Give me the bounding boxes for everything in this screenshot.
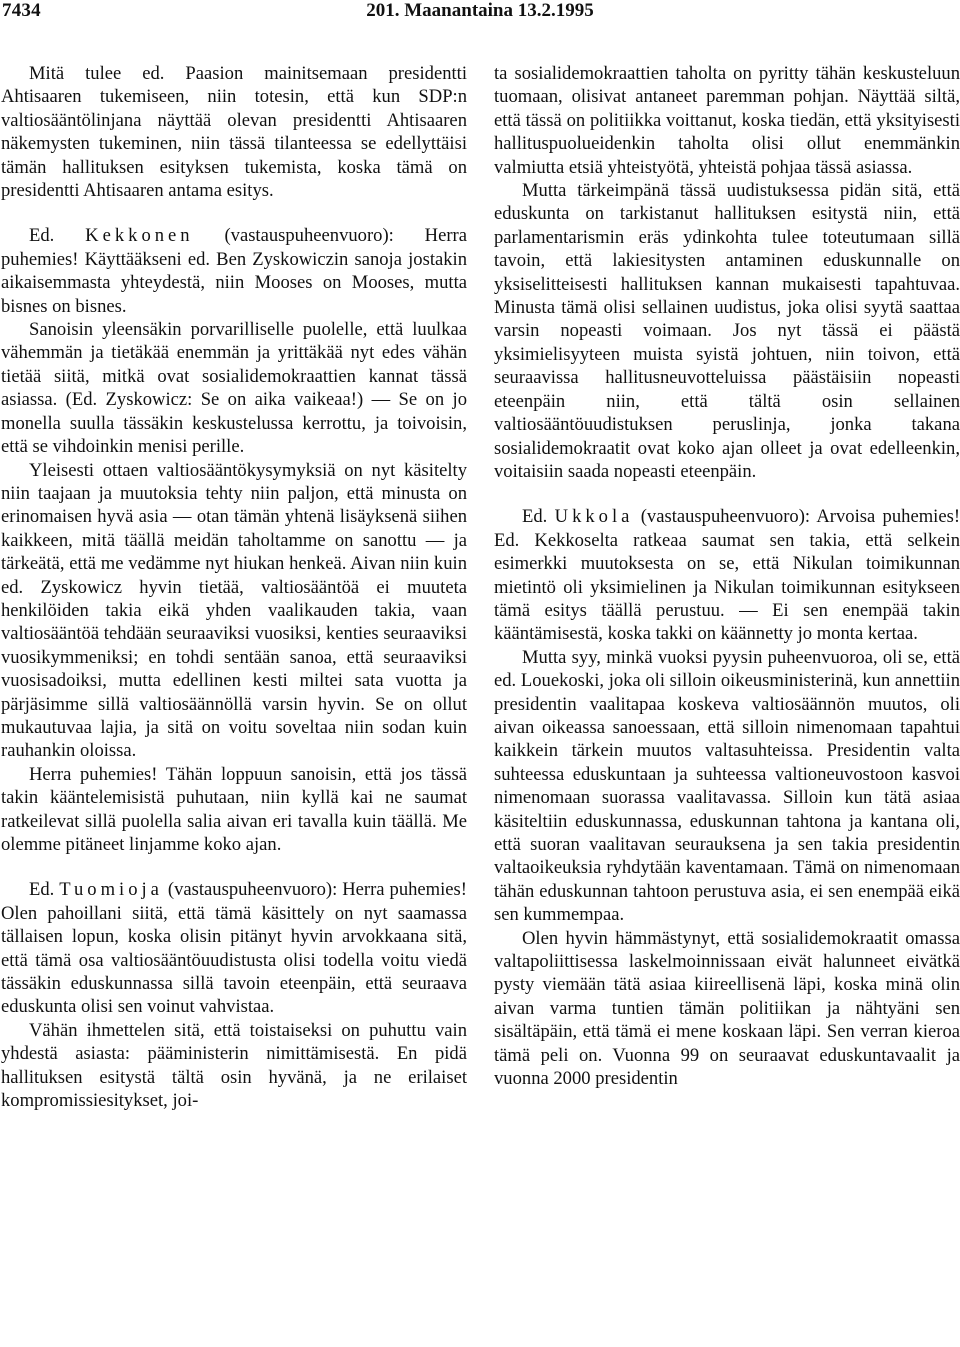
paragraph: Mutta tärkeimpänä tässä uudistuksessa pidän sitä, että eduskunta on tarkistanut hallituksen esitystä niin, että parlamentarismin eräs ydinkohta tulee toteutumaan sillä tavoin, että lakiesitysten antaminen eduskunnalle on yksiselitteisesti hallituksen kannan mukaisesti tapahtuvaa. Minusta tämä olisi sellainen uudistus, joka olisi syytä saattaa varsin nopeasti voimaan. Jos nyt tässä ei päästä yksimielisyyteen muista syistä johtuen, niin toivon, että seuraavissa hallitusneuvotteluissa päästäisiin nopeasti eteenpäin niin, että tältä osin sellainen valtiosääntöuudistuksen peruslinja, jonka takana sosialidemokraatit ovat koko ajan olleet ja ovat edelleenkin, voitaisiin saada nopeasti eteenpäin.: [494, 180, 960, 482]
speaker-name: Tuomioja: [59, 879, 163, 901]
right-column: [494, 62, 960, 1090]
paragraph: Olen hyvin hämmästynyt, että sosialidemokraatit omassa valtapoliittisessa laskelmoinnissaan eivät halunneet eivätkä pysty viemään tätä asiaa kiireellisenä läpi, koska minä olin aivan varma tuntien tämän politiikan ja nähtyäni sen sisältäpäin, että tämä ei mene koskaan läpi. Sen verran kieroa tämä peli on. Vuonna 99 on seuraavat eduskuntavaalit ja vuonna 2000 presidentin: [494, 927, 960, 1090]
speaker-name: Kekkonen: [85, 225, 194, 247]
paragraph: Herra puhemies! Tähän loppuun sanoisin, että jos tässä takin kääntelemisistä puhutaan, niin kyllä kai ne saumat ratkeilevat sillä puolella salia aivan eri tavalla kuin täällä. Me olemme pitäneet linjamme koko ajan.: [1, 763, 467, 855]
speaker-name: Ukkola: [554, 506, 634, 528]
paragraph: Mutta syy, minkä vuoksi pyysin puheenvuoroa, oli se, että ed. Louekoski, joka oli silloin oikeusministerinä, kun annettiin presidentin vaalitapaa koskeva valtiosäännön muutos, oli aivan oikeassa sanoessaan, että silloin nimenomaan tapahtui kaikkein tärkein muutos valtasuhteissa. Presidentin valta suhteessa eduskuntaan ja suhteessa valtioneuvostoon kasvoi nimenomaan suorassa vaalitavassa. Silloin kun tätä asiaa käsiteltiin eduskunnassa, eduskunnan tahtona ja kantana oli, että suoran vaalitavan seurauksena ja sen takia presidentin valtaoikeuksia ryhdytään kaventamaan. Tämä on nimenomaan tähän eduskunnan tahtoon perustuva asia, ei sen enempää eikä sen kummempaa.: [494, 646, 960, 926]
page-number: 7434: [2, 0, 41, 21]
session-heading: 201. Maanantaina 13.2.1995: [366, 0, 594, 21]
speech-text: (vastauspuheenvuoro): Arvoisa puhemies! Ed. Kekkoselta ratkeaa saumat sen takia, että selkein esimerkki muutoksesta on se, että Nikulan toimikunnan mietintö oli yksimielinen ja Nikulan toimikunnan esitykseen tämä esitys täällä perustuu. — Ei sen enempää takin kääntämisestä, koska takki on käännetty jo monta kertaa.: [494, 506, 960, 645]
speaker-paragraph: [494, 505, 960, 645]
paragraph: Vähän ihmettelen sitä, että toistaiseksi on puhuttu vain yhdestä asiasta: pääministerin nimittämisestä. En pidä hallituksen esitystä tältä osin hyvänä, ja ne erilaiset kompromissiesitykset, joi-: [1, 1019, 467, 1112]
speaker-prefix: Ed.: [29, 225, 55, 247]
speaker-prefix: Ed.: [29, 879, 55, 901]
speech-text: (vastauspuheenvuoro): Herra puhemies! Olen pahoillani siitä, että tämä käsittely on nyt saamassa tällaisen lopun, koska olisin pitänyt hyvin arvokkaana sitä, että tämä osa valtiosääntöuudistusta olisi todella voitu viedä tässäkin eduskunnassa sillä tavoin eteenpäin, että seuraava eduskunta olisi sen voinut vahvistaa.: [1, 879, 467, 1018]
speaker-paragraph: [1, 878, 467, 1018]
paragraph: Mitä tulee ed. Paasion mainitsemaan presidentti Ahtisaaren tukemiseen, niin totesin, että kun SDP:n valtiosääntölinjana näyttää olevan presidentti Ahtisaaren näkemysten tukeminen, niin tässä tilanteessa se edellyttäisi tämän hallituksen esityksen tukemista, koska tämä on presidentti Ahtisaaren antama esitys.: [1, 63, 467, 202]
page-header: [0, 0, 960, 28]
left-column: [1, 62, 467, 1112]
paragraph: Yleisesti ottaen valtiosääntökysymyksiä on nyt käsitelty niin taajaan ja muutoksia tehty niin paljon, että minusta on erinomaisen hyvä asia — otan tämän yhtenä lisäyksenä siihen kaikkeen, mitä täällä meidän taholtamme on sanottu — ja tärkeätä, että me vedämme nyt hiukan henkeä. Aivan niin kuin ed. Zyskowicz hyvin tietää, valtiosääntöä ei muuteta henkilöiden takia eikä yhden vaalikauden takia, vaan valtiosääntöä tehdään seuraaviksi vuosiksi, kenties seuraaviksi vuosikymmeniksi; en tohdi sentään sanoa, että seuraaviksi vuosisadoiksi, mutta edellinen kesti miltei sata vuotta ja pärjäsimme sillä valtiosäännöllä varsin hyvin. Se on ollut mukautuvaa lajia, ja sitä on voitu soveltaa niin sodan kuin rauhankin oloissa.: [1, 459, 467, 762]
speaker-prefix: Ed.: [522, 506, 548, 528]
speech-text: (vastauspuheenvuoro): Herra puhemies! Käyttääkseni ed. Ben Zyskowiczin sanoja jostakin aikaisemmasta yhteydestä, niin Mooses on Mooses, mutta bisnes on bisnes.: [1, 225, 467, 317]
paragraph: Sanoisin yleensäkin porvarilliselle puolelle, että luulkaa vähemmän ja tietäkää enemmän ja yrittäkää nyt edes vähän tietää siitä, mitkä ovat sosialidemokraattien kannat tässä asiassa. (Ed. Zyskowicz: Se on aika vaikeaa!) — Se on jo monella suulla tässäkin keskustelussa kerrottu, ja toivoisin, että se vihdoinkin menisi perille.: [1, 319, 467, 458]
paragraph: ta sosialidemokraattien taholta on pyritty tähän keskusteluun tuomaan, olisivat antaneet paremman pohjan. Näyttää siltä, että tässä on politiikka voittanut, koska tiedän, että yksityisesti hallituspuolueidenkin taholta olisi ollut enemmänkin valmiutta etsiä yhteistyötä, yhteistä pohjaa tässä asiassa.: [494, 63, 960, 178]
speaker-paragraph: [1, 224, 467, 318]
